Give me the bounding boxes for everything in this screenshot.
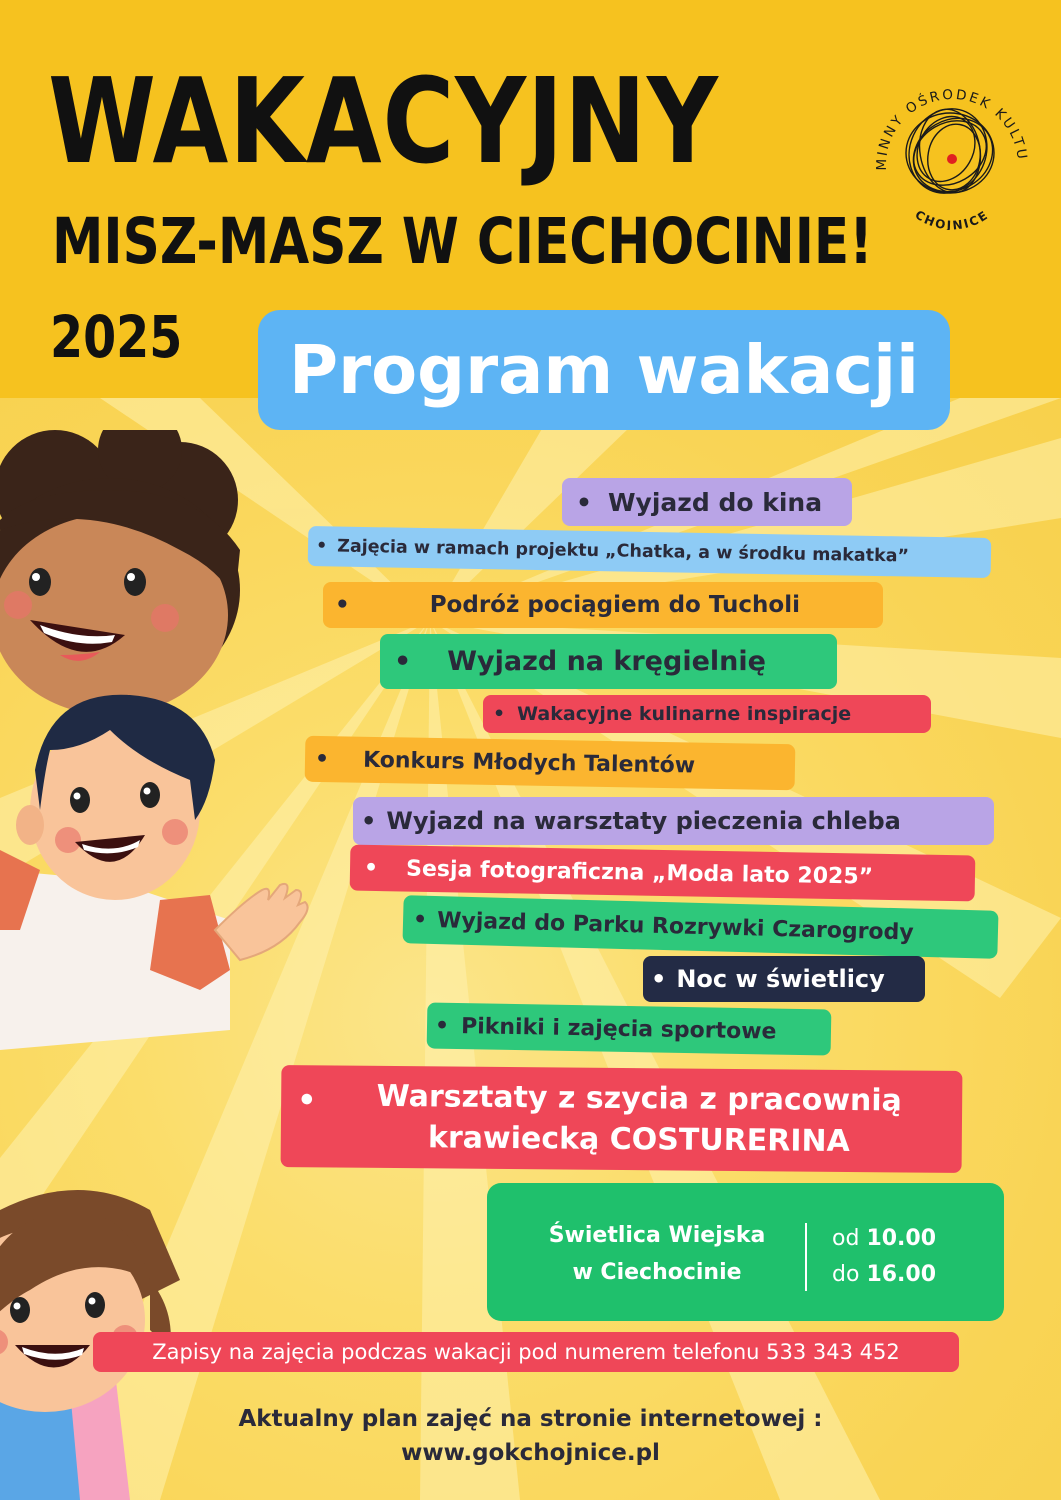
logo-city-text: CHOJNICE [912,207,992,230]
program-item-label: Pikniki i zajęcia sportowe [460,1013,777,1045]
footer-website-link[interactable]: www.gokchojnice.pl [401,1440,660,1466]
location-line1: Świetlica Wiejska [548,1223,766,1248]
program-title-banner: Program wakacji [258,310,950,430]
program-item-train [323,582,883,628]
from-time: 10.00 [866,1226,937,1251]
bullet: • [394,646,412,677]
bullet: • [361,807,377,835]
logo-arc-text: MINNY OŚRODEK KULTU [873,86,1031,171]
bullet: • [651,965,667,993]
boy-middle-figure [0,695,308,1050]
program-item-culinary [483,695,931,733]
location-hours-box [487,1183,1004,1321]
program-item-label: Wyjazd na kręgielnię [447,646,766,677]
program-item-label: Wyjazd do Parku Rozrywki Czarogrody [436,907,915,946]
divider [805,1223,807,1291]
program-item-label: Wakacyjne kulinarne inspiracje [517,703,852,725]
to-prefix: do [832,1262,860,1287]
program-item-bowling [380,634,837,689]
opening-hours [832,1221,936,1293]
program-item-label: Wyjazd na warsztaty pieczenia chleba [386,807,901,835]
bullet: • [363,855,379,881]
program-item-cinema [562,478,852,526]
from-prefix: od [832,1226,860,1251]
program-item-picnic [427,1002,832,1055]
page-title: WAKACYJNY [48,52,719,190]
workshop-line2: krawiecką COSTURERINA [427,1120,850,1159]
program-item-talents [305,736,796,791]
program-item-bread [353,797,994,845]
bullet: • [296,1083,317,1119]
bullet: • [315,536,328,557]
program-item-label: Sesja fotograficzna „Moda lato 2025” [405,856,874,890]
program-item-label: Noc w świetlicy [676,965,885,993]
phone-registration-note: Zapisy na zajęcia podczas wakacji pod numerem telefonu 533 343 452 [93,1332,959,1372]
program-item-label: Konkurs Młodych Talentów [362,747,696,779]
bullet: • [335,592,350,618]
location-line2: w Ciechocinie [572,1260,742,1285]
footer-plan-text: Aktualny plan zajęć na stronie internetowej : [238,1406,823,1432]
gok-logo [858,45,1043,230]
program-item-label: Podróż pociągiem do Tucholi [429,592,800,618]
program-item-label: Zajęcia w ramach projektu „Chatka, a w środku makatka” [337,536,910,567]
program-item-label: Wyjazd do kina [607,487,823,517]
year-label: 2025 [50,303,183,371]
program-item-night [643,956,925,1002]
svg-text:CHOJNICE [913,207,992,230]
page-subtitle: MISZ-MASZ W CIECHOCINIE! [52,205,873,278]
program-item-sewing [281,1065,963,1173]
location-name [517,1217,797,1291]
workshop-line1: Warsztaty z szycia z pracownią [376,1078,903,1119]
bullet: • [314,746,330,772]
bullet: • [493,703,506,725]
logo-red-dot-icon [947,154,957,164]
svg-text:GMINNY OŚRODEK KULTURY [858,45,1030,171]
bullet: • [412,906,428,933]
girl-top-figure [0,430,240,715]
bullet: • [434,1013,450,1039]
bullet: • [576,487,592,517]
to-time: 16.00 [866,1262,937,1287]
